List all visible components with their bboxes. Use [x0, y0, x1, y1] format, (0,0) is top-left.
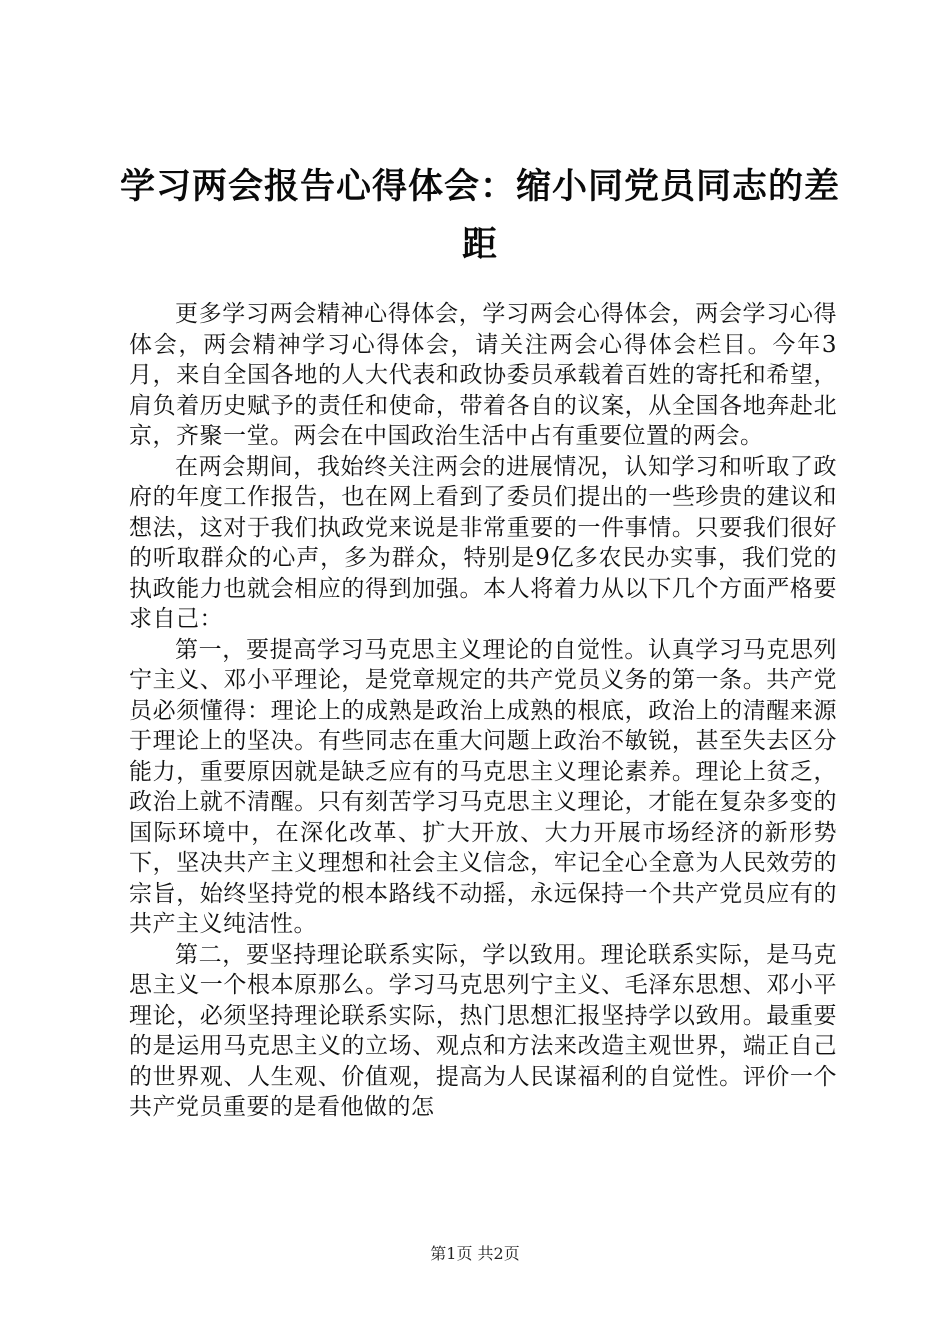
paragraph-first-point: 第一，要提高学习马克思主义理论的自觉性。认真学习马克思列宁主义、邓小平理论，是党章规定的共产党员义务的第一条。共产党员必须懂得：理论上的成熟是政治上成熟的根底，政治上的清醒来源于理论上的坚决。有些同志在重大问题上政治不敏锐，甚至失去区分能力，重要原因就是缺乏应有的马克思主义理论素养。理论上贫乏，政治上就不清醒。只有刻苦学习马克思主义理论，才能在复杂多变的国际环境中，在深化改革、扩大开放、大力开展市场经济的新形势下，坚决共产主义理想和社会主义信念，牢记全心全意为人民效劳的宗旨，始终坚持党的根本路线不动摇，永远保持一个共产党员应有的共产主义纯洁性。: [129, 636, 837, 937]
document-body: [129, 299, 837, 1123]
paragraph-second-point: 第二，要坚持理论联系实际，学以致用。理论联系实际，是马克思主义一个根本原那么。学习马克思列宁主义、毛泽东思想、邓小平理论，必须坚持理论联系实际，热门思想汇报坚持学以致用。最重要的是运用马克思主义的立场、观点和方法来改造主观世界，端正自己的世界观、人生观、价值观，提高为人民谋福利的自觉性。评价一个共产党员重要的是看他做的怎: [129, 941, 837, 1120]
page-number: 第1页 共2页: [430, 1244, 520, 1263]
paragraph-during-sessions: 在两会期间，我始终关注两会的进展情况，认知学习和听取了政府的年度工作报告，也在网上看到了委员们提出的一些珍贵的建议和想法，这对于我们执政党来说是非常重要的一件事情。只要我们很好的听取群众的心声，多为群众，特别是9亿多农民办实事，我们党的执政能力也就会相应的得到加强。本人将着力从以下几个方面严格要求自己：: [129, 453, 837, 632]
paragraph-intro: 更多学习两会精神心得体会，学习两会心得体会，两会学习心得体会，两会精神学习心得体会，请关注两会心得体会栏目。今年3月，来自全国各地的人大代表和政协委员承载着百姓的寄托和希望，肩负着历史赋予的责任和使命，带着各自的议案，从全国各地奔赴北京，齐聚一堂。两会在中国政治生活中占有重要位置的两会。: [129, 301, 837, 449]
document-title: 学习两会报告心得体会：缩小同党员同志的差距: [120, 167, 841, 265]
